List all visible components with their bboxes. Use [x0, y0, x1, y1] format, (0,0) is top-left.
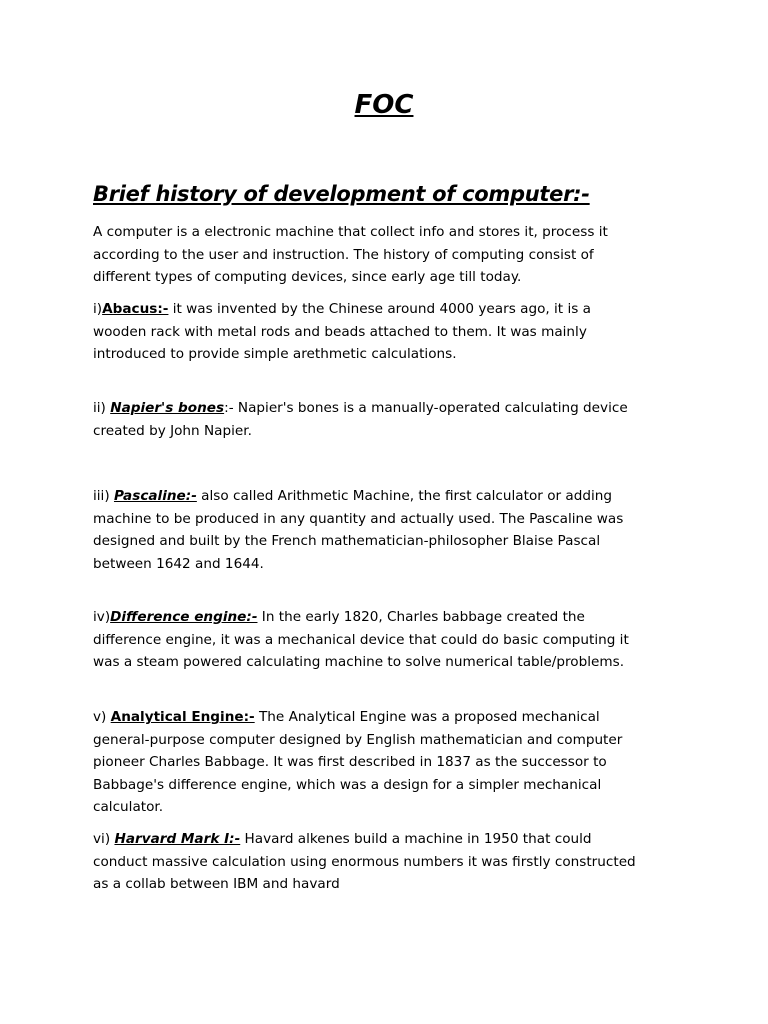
- document-title: FOC: [354, 90, 414, 120]
- list-item: [93, 706, 693, 819]
- list-item: [93, 485, 693, 575]
- list-item: [93, 397, 693, 442]
- item-text: The Analytical Engine was a proposed mechanical general-purpose computer designed by English mathematician and computer pioneer Charles Babbage. It was first described in 1837 as the successor to Babbage's difference engine, which was a design for a simpler mechanical calculator.: [93, 709, 623, 816]
- list-item: [93, 298, 693, 366]
- item-prefix: ii): [93, 400, 111, 416]
- list-item: [93, 828, 693, 896]
- item-term: Pascaline:-: [113, 488, 197, 504]
- item-text: it was invented by the Chinese around 4000 years ago, it is a wooden rack with metal rods and beads attached to them. It was mainly introduced to provide simple arethmetic calculations.: [93, 301, 591, 363]
- item-term: Napier's bones: [110, 400, 225, 416]
- item-term: Analytical Engine:-: [110, 709, 255, 725]
- section-heading: Brief history of development of computer:-: [93, 182, 590, 206]
- item-prefix: iii): [93, 488, 114, 504]
- item-prefix: vi): [93, 831, 115, 847]
- item-term: Harvard Mark I:-: [114, 831, 241, 847]
- item-prefix: v): [93, 709, 111, 725]
- item-text: :- Napier's bones is a manually-operated calculating device created by John Napier.: [93, 400, 628, 439]
- item-prefix: iv): [93, 609, 111, 625]
- item-text: also called Arithmetic Machine, the first calculator or adding machine to be produced in any quantity and actually used. The Pascaline was designed and built by the French mathematician-philosopher Blaise Pascal between 1642 and 1644.: [93, 488, 624, 572]
- item-term: Difference engine:-: [110, 609, 258, 625]
- item-prefix: i): [93, 301, 103, 317]
- item-text: Havard alkenes build a machine in 1950 that could conduct massive calculation using enormous numbers it was firstly constructed as a collab between IBM and havard: [93, 831, 636, 893]
- list-item: [93, 606, 693, 674]
- item-term: Abacus:-: [102, 301, 169, 317]
- intro-paragraph: A computer is a electronic machine that collect info and stores it, process it according to the user and instruction. The history of computing consist of different types of computing devices, since early age till today.: [93, 224, 608, 286]
- item-text: In the early 1820, Charles babbage created the difference engine, it was a mechanical device that could do basic computing it was a steam powered calculating machine to solve numerical table/problems.: [93, 609, 629, 671]
